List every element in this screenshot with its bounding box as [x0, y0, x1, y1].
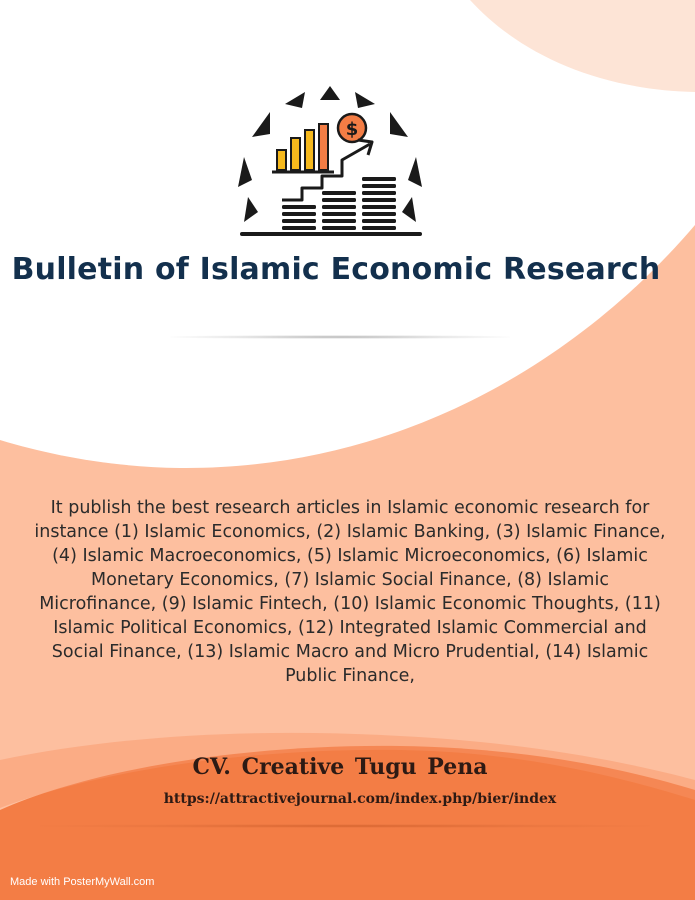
journal-description: It publish the best research articles in Islamic economic research for instance (1) Islamic Economics, (2) Islamic Banking, (3) Islamic Finance, (4) Islamic Macroeconomics, (5) Islamic Microeconomics, (6) Islamic Monetary Economics, (7) Islamic Social Finance, (8) Islamic Microfinance, (9) Islamic Fintech, (10) Islamic Economic Thoughts, (11) Islamic Political Economics, (12) Integrated Islamic Commercial and Social Finance, (13) Islamic Macro and Micro Prudential, (14) Islamic Public Finance, [34, 498, 666, 686]
bar-chart-icon [272, 124, 334, 172]
logo-baseline [240, 232, 422, 236]
coin-icon [338, 114, 366, 142]
publisher-name: CV. Creative Tugu Pena [192, 754, 488, 780]
journal-url[interactable]: https://attractivejournal.com/index.php/bier/index [163, 791, 557, 807]
logo [230, 82, 430, 242]
title-divider [170, 335, 510, 339]
footer-divider [40, 824, 650, 828]
coin-stacks-icon [282, 177, 396, 230]
svg-text:$: $ [345, 119, 359, 140]
postermywall-watermark: Made with PosterMyWall.com [10, 876, 155, 888]
journal-title: Bulletin of Islamic Economic Research [11, 252, 661, 287]
